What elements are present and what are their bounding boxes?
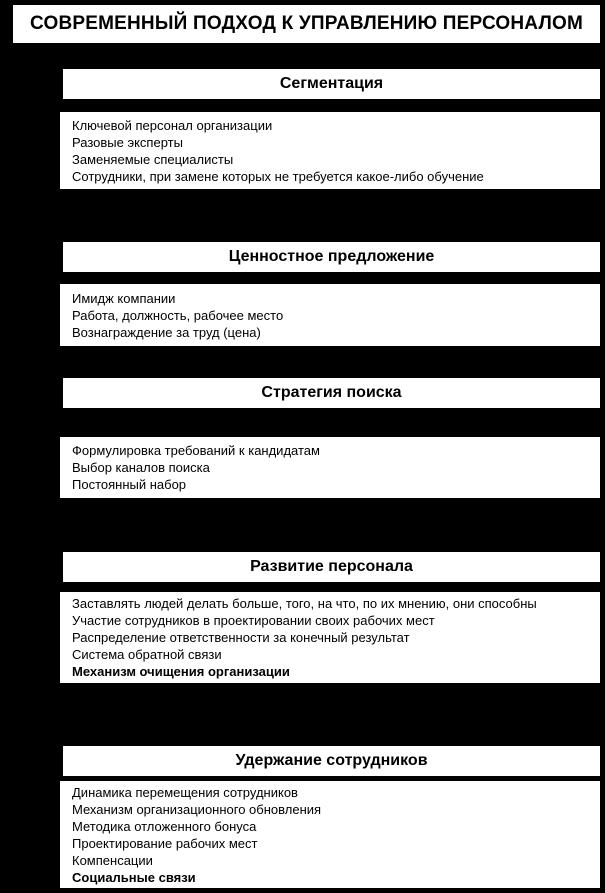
- section-personnel-development-header: Развитие персонала: [250, 558, 413, 575]
- diagram-title-box: [13, 5, 600, 43]
- section-search-strategy-header: Стратегия поиска: [261, 384, 402, 401]
- list-item: Проектирование рабочих мест: [72, 835, 258, 851]
- section-employee-retention-header-box: [63, 746, 600, 776]
- section-value-proposition-header-box: [63, 242, 600, 272]
- section-search-strategy-content-box: [60, 437, 600, 498]
- list-item: Ключевой персонал организации: [72, 117, 273, 133]
- list-item: Сотрудники, при замене которых не требуется какое-либо обучение: [72, 168, 484, 184]
- list-item: Механизм организационного обновления: [72, 801, 322, 817]
- list-item: Динамика перемещения сотрудников: [72, 784, 298, 800]
- list-item-emphasized: Механизм очищения организации: [72, 664, 290, 679]
- list-item: Методика отложенного бонуса: [72, 818, 257, 834]
- section-segmentation-content-box: [60, 112, 600, 189]
- list-item-emphasized: Социальные связи: [72, 869, 196, 885]
- list-item: Компенсации: [72, 852, 153, 868]
- list-item: Вознаграждение за труд (цена): [72, 324, 261, 340]
- list-item: Работа, должность, рабочее место: [72, 307, 284, 323]
- section-value-proposition-content-box: [60, 284, 600, 346]
- list-item: Заменяемые специалисты: [72, 151, 234, 167]
- list-item: Система обратной связи: [72, 647, 222, 662]
- section-search-strategy-header-box: [63, 378, 600, 408]
- section-personnel-development-header-box: [63, 552, 600, 582]
- list-item: Заставлять людей делать больше, того, на что, по их мнению, они способны: [72, 596, 537, 611]
- section-employee-retention-content-box: [60, 781, 600, 888]
- list-item: Постоянный набор: [72, 477, 187, 492]
- section-segmentation-header: Сегментация: [279, 75, 384, 92]
- list-item: Разовые эксперты: [72, 134, 183, 150]
- list-item: Распределение ответственности за конечный результат: [72, 630, 410, 645]
- section-segmentation-header-box: [63, 69, 600, 99]
- section-personnel-development-content-box: [60, 592, 600, 683]
- list-item: Участие сотрудников в проектировании своих рабочих мест: [72, 613, 435, 628]
- list-item: Формулировка требований к кандидатам: [72, 443, 320, 458]
- list-item: Имидж компании: [72, 290, 176, 306]
- section-value-proposition-header: Ценностное предложение: [228, 248, 435, 265]
- list-item: Выбор каналов поиска: [72, 460, 210, 475]
- diagram-title: СОВРЕМЕННЫЙ ПОДХОД К УПРАВЛЕНИЮ ПЕРСОНАЛОМ: [30, 13, 583, 34]
- section-employee-retention-header: Удержание сотрудников: [235, 752, 428, 769]
